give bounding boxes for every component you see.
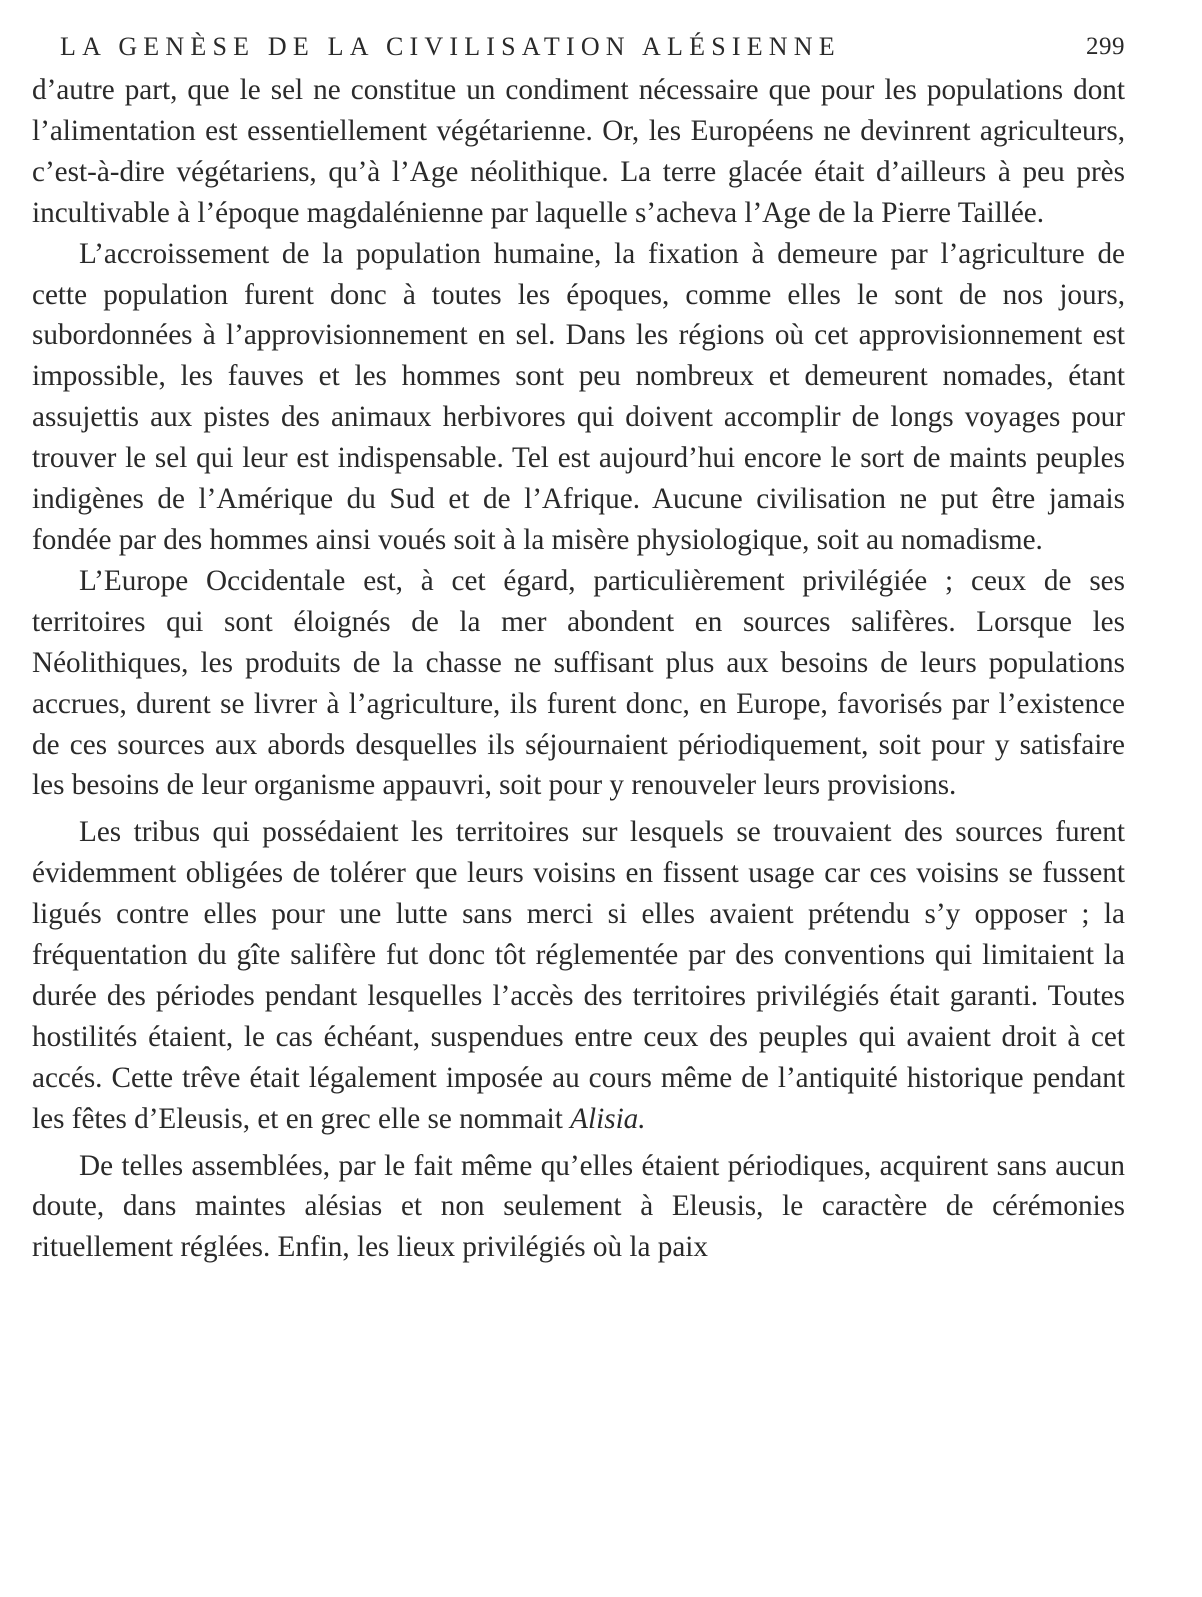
running-header — [32, 24, 1125, 70]
paragraph-4 — [32, 812, 1125, 1139]
paragraph-4-text: Les tribus qui possédaient les territoires sur lesquels se trouvaient des sources furent évidemment obligées de tolérer que leurs voisins en fissent usage car ces voisins se fussent ligués contre elles pour une lutte sans merci si elles avaient prétendu s’y opposer ; la fréquentation du gîte salifère fut donc tôt réglementée par des conventions qui limitaient la durée des périodes pendant lesquelles l’accès des territoires privilégiés était garanti. Toutes hostilités étaient, le cas échéant, suspendues entre ceux des peuples qui avaient droit à cet accés. Cette trêve était légalement imposée au cours même de l’antiquité historique pendant les fêtes d’Eleusis, et en grec elle se nommait — [32, 816, 1125, 1135]
paragraph-4-italic-term: Alisia. — [570, 1102, 646, 1135]
book-page — [32, 24, 1125, 1268]
paragraph-1: d’autre part, que le sel ne constitue un condiment nécessaire que pour les populations dont l’alimentation est essentiellement végétarienne. Or, les Européens ne devinrent agriculteurs, c’est-à-dire végétariens, qu’à l’Age néolithique. La terre glacée était d’ailleurs à peu près incultivable à l’époque magdalénienne par laquelle s’acheva l’Age de la Pierre Taillée. — [32, 74, 1125, 229]
paragraph-2: L’accroissement de la population humaine, la fixation à demeure par l’agriculture de cette population furent donc à toutes les époques, comme elles le sont de nos jours, subordonnées à l’approvisionnement en sel. Dans les régions où cet approvisionnement est impossible, les fauves et les hommes sont peu nombreux et demeurent nomades, étant assujettis aux pistes des animaux herbivores qui doivent accomplir de longs voyages pour trouver le sel qui leur est indispensable. Tel est aujourd’hui encore le sort de maints peuples indigènes de l’Amérique du Sud et de l’Afrique. Aucune civilisation ne put être jamais fondée par des hommes ainsi voués soit à la misère physiologique, soit au nomadisme. — [32, 237, 1125, 556]
paragraph-3: L’Europe Occidentale est, à cet égard, particulièrement privilégiée ; ceux de ses territoires qui sont éloignés de la mer abondent en sources salifères. Lorsque les Néolithiques, les produits de la chasse ne suffisant plus aux besoins de leurs populations accrues, durent se livrer à l’agriculture, ils furent donc, en Europe, favorisés par l’existence de ces sources aux abords desquelles ils séjournaient périodiquement, soit pour y satisfaire les besoins de leur organisme appauvri, soit pour y renouveler leurs provisions. — [32, 564, 1125, 802]
paragraph-5: De telles assemblées, par le fait même qu’elles étaient périodiques, acquirent sans aucun doute, dans maintes alésias et non seulement à Eleusis, le caractère de cérémonies rituellement réglées. Enfin, les lieux privilégiés où la paix — [32, 1149, 1125, 1264]
page-number: 299 — [1086, 33, 1125, 60]
running-title: LA GENÈSE DE LA CIVILISATION ALÉSIENNE — [60, 32, 841, 61]
body-text — [32, 70, 1125, 1268]
